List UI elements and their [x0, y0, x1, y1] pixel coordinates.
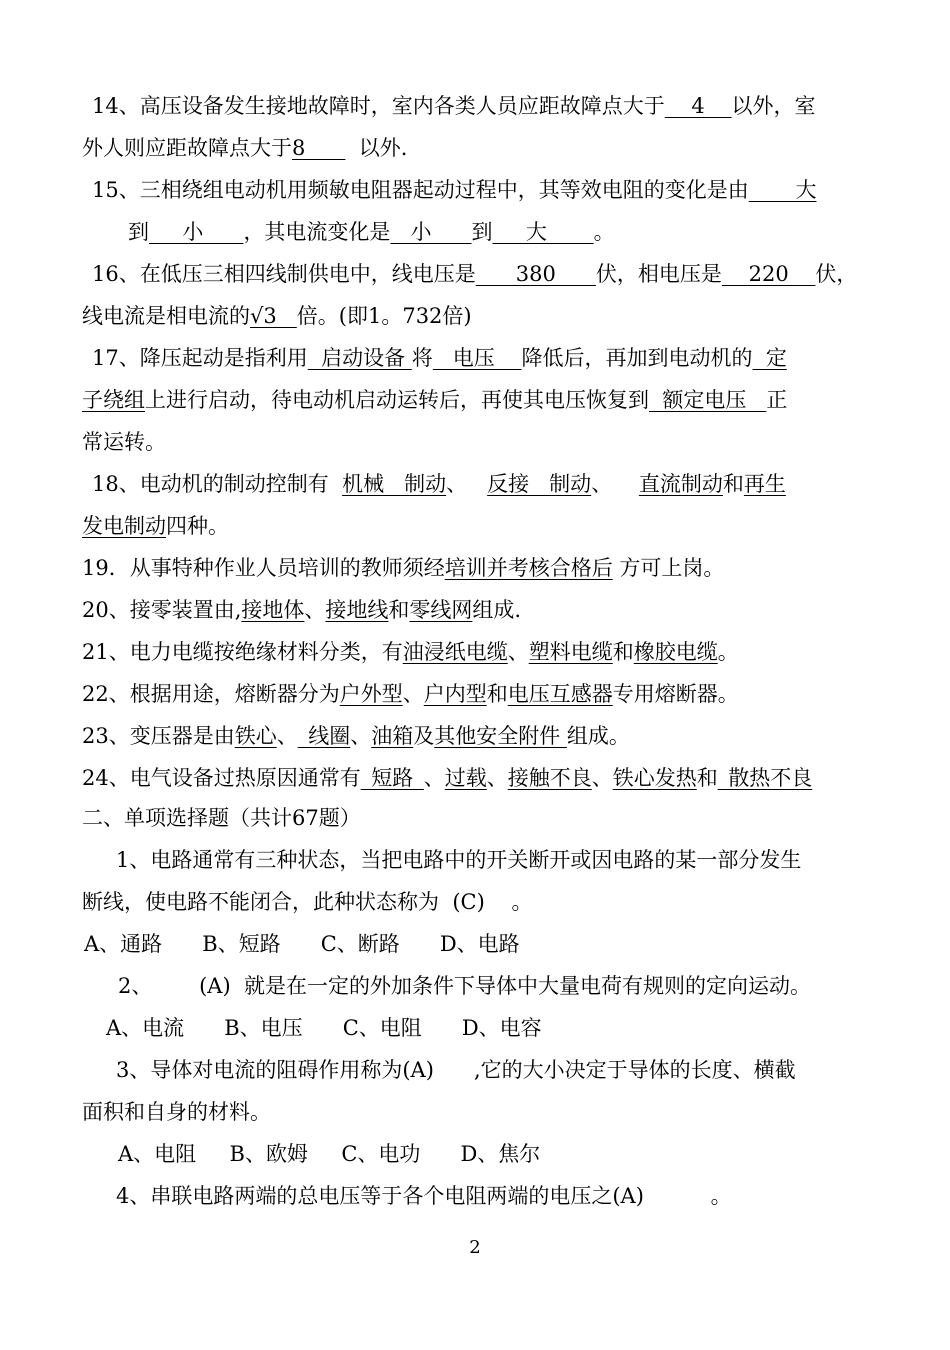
- q23-answer-2: _线圈: [297, 724, 351, 748]
- q18-answer-3: 直流制动: [638, 472, 723, 496]
- q24-text-3: 、: [486, 766, 508, 790]
- q21-text-2: 、: [507, 640, 529, 664]
- q17-text-3: 降低后，再加到电动机的: [521, 346, 753, 370]
- q22-number: 22、: [82, 682, 130, 706]
- q18-text-5: 四种。: [166, 514, 229, 538]
- q18-number: 18、: [92, 472, 140, 496]
- q17-text-4: 上进行启动，待电动机启动运转后，再使其电压恢复到: [145, 388, 649, 412]
- q21-answer-2: 塑料电缆: [528, 640, 613, 664]
- q24-line: [82, 764, 812, 792]
- q22-answer-1: 户外型: [339, 682, 403, 706]
- q15-text-5: 。: [593, 220, 615, 244]
- q21-text-4: 。: [717, 640, 739, 664]
- q24-answer-4: 铁心发热: [612, 766, 697, 790]
- q18-answer-1: 机械 制动: [342, 472, 447, 496]
- q17-line1: [92, 344, 787, 372]
- q23-answer-1: 铁心: [234, 724, 277, 748]
- q21-answer-1: 油浸纸电缆: [402, 640, 508, 664]
- q23-answer-4: 其他安全附件: [434, 724, 567, 748]
- q14-answer-2: 8: [292, 136, 346, 160]
- q17-answer-3-cont: 子绕组: [82, 388, 145, 412]
- q18-text-2: 、: [446, 472, 488, 496]
- q17-text-5: 正: [766, 388, 788, 412]
- choice2-question: 2、 (A) 就是在一定的外加条件下导体中大量电荷有规则的定向运动。: [118, 974, 811, 998]
- q16-text-3: 伏，: [815, 262, 858, 286]
- q23-text-4: 及: [413, 724, 435, 748]
- q17-answer-2: 电压: [432, 346, 522, 370]
- q14-text: 高压设备发生接地故障时，室内各类人员应距故障点大于: [139, 94, 665, 118]
- q17-number: 17、: [92, 346, 140, 370]
- q17-text: 降压起动是指利用: [139, 346, 308, 370]
- q14-line1: [92, 92, 816, 120]
- q16-line1: [92, 260, 857, 288]
- q14-line2: [82, 134, 407, 162]
- q15-line1: [92, 176, 816, 204]
- choice3-question-cont: 面积和自身的材料。: [82, 1100, 271, 1124]
- q18-line2: [82, 512, 229, 540]
- q20-answer-3: 零线网: [409, 598, 473, 622]
- q16-answer-2: 220: [721, 262, 816, 286]
- q16-line2: [82, 302, 472, 330]
- q14-text-2: 以外，室: [731, 94, 816, 118]
- q18-answer-2: 反接 制动: [487, 472, 592, 496]
- q19-text-2: 方可上岗。: [612, 556, 725, 580]
- q24-answer-1: _短路_: [360, 766, 424, 790]
- q24-answer-3: 接触不良: [507, 766, 592, 790]
- choice2-options: A、电流 B、电压 C、电阻 D、电容: [106, 1016, 542, 1040]
- q20-answer-2: 接地线: [325, 598, 389, 622]
- q21-line: [82, 638, 739, 666]
- q22-answer-2: 户内型: [423, 682, 487, 706]
- q18-answer-4: 再生: [743, 472, 786, 496]
- q17-answer-3: 定: [752, 346, 787, 370]
- choice1-question-cont: 断线，使电路不能闭合，此种状态称为 (C) 。: [82, 890, 533, 914]
- q20-text-3: 和: [388, 598, 410, 622]
- choice3-question: 3、导体对电流的阻碍作用称为(A) ,它的大小决定于导体的长度、横截: [116, 1058, 796, 1082]
- q24-number: 24、: [82, 766, 130, 790]
- q14-answer-1: 4: [664, 94, 732, 118]
- q19-line: [82, 554, 724, 582]
- q16-text: 在低压三相四线制供电中，线电压是: [139, 262, 476, 286]
- q23-text-5: 组成。: [566, 724, 630, 748]
- choice1-question: 1、电路通常有三种状态，当把电路中的开关断开或因电路的某一部分发生: [116, 848, 802, 872]
- q15-answer-3: 小: [390, 220, 472, 244]
- q21-text-3: 和: [612, 640, 634, 664]
- q15-text-4: 到: [471, 220, 493, 244]
- q23-text-2: 、: [276, 724, 298, 748]
- q20-answer-1: 接地体: [241, 598, 305, 622]
- section-heading: 二、单项选择题（共计67题）: [82, 806, 361, 830]
- q18-text: 电动机的制动控制有: [139, 472, 343, 496]
- q19-answer-1: 培训并考核合格后: [444, 556, 613, 580]
- q16-answer-1: 380: [475, 262, 596, 286]
- q17-line2: [82, 386, 787, 414]
- q20-text-4: 组成.: [472, 598, 522, 622]
- q15-text-3: ，其电流变化是: [243, 220, 391, 244]
- q16-answer-3: √3: [250, 304, 297, 328]
- q22-answer-3: 电压互感器: [507, 682, 613, 706]
- q15-answer-4: 大: [492, 220, 594, 244]
- q15-answer-2: 小: [149, 220, 244, 244]
- q22-line: [82, 680, 739, 708]
- q20-text: 接零装置由,: [129, 598, 242, 622]
- q18-text-4: 和: [722, 472, 744, 496]
- q21-answer-3: 橡胶电缆: [633, 640, 718, 664]
- q24-text: 电气设备过热原因通常有: [129, 766, 361, 790]
- q16-text-5: 倍。(即1。732倍): [296, 304, 472, 328]
- q14-text-3: 外人则应距故障点大于: [82, 136, 292, 160]
- q24-text-4: 、: [591, 766, 613, 790]
- q15-text: 三相绕组电动机用频敏电阻器起动过程中，其等效电阻的变化是由: [139, 178, 749, 202]
- q24-text-2: 、: [423, 766, 445, 790]
- choice3-options: A、电阻 B、欧姆 C、电功 D、焦尔: [118, 1142, 541, 1166]
- q19-text: 从事特种作业人员培训的教师须经: [129, 556, 445, 580]
- choice4-question: 4、串联电路两端的总电压等于各个电阻两端的电压之(A) 。: [116, 1184, 732, 1208]
- choice1-options: A、通路 B、短路 C、断路 D、电路: [84, 932, 520, 956]
- q15-number: 15、: [92, 178, 140, 202]
- q23-line: [82, 722, 630, 750]
- q20-text-2: 、: [304, 598, 326, 622]
- page-number: 2: [469, 1237, 481, 1258]
- q19-number: 19．: [82, 556, 130, 580]
- q16-text-4: 线电流是相电流的: [82, 304, 250, 328]
- q15-line2: [128, 218, 615, 246]
- q16-text-2: 伏，相电压是: [595, 262, 722, 286]
- q15-answer-1: 大: [748, 178, 817, 202]
- q21-text: 电力电缆按绝缘材料分类，有: [129, 640, 403, 664]
- q17-text-2: 将: [411, 346, 433, 370]
- q21-number: 21、: [82, 640, 130, 664]
- q22-text-2: 、: [402, 682, 424, 706]
- q23-answer-3: 油箱: [371, 724, 414, 748]
- q22-text-3: 和: [486, 682, 508, 706]
- q17-answer-4: 额定电压: [649, 388, 767, 412]
- q18-answer-4-cont: 发电制动: [82, 514, 166, 538]
- q22-text: 根据用途，熔断器分为: [129, 682, 340, 706]
- q20-number: 20、: [82, 598, 130, 622]
- q20-line: [82, 596, 521, 624]
- q24-text-5: 和: [696, 766, 718, 790]
- q14-number: 14、: [92, 94, 140, 118]
- q18-text-3: 、: [591, 472, 639, 496]
- q17-answer-1: 启动设备: [307, 346, 412, 370]
- q23-text-3: 、: [350, 724, 372, 748]
- q22-text-4: 专用熔断器。: [612, 682, 739, 706]
- q16-number: 16、: [92, 262, 140, 286]
- q24-answer-2: 过载: [444, 766, 487, 790]
- q17-text-6: 常运转。: [82, 430, 166, 454]
- q18-line1: [92, 470, 786, 498]
- q23-number: 23、: [82, 724, 130, 748]
- q15-text-2: 到: [128, 220, 149, 244]
- q23-text: 变压器是由: [129, 724, 235, 748]
- q24-answer-5: _散热不良: [717, 766, 813, 790]
- q14-text-4: 以外.: [345, 136, 408, 160]
- q17-line3: [82, 428, 166, 456]
